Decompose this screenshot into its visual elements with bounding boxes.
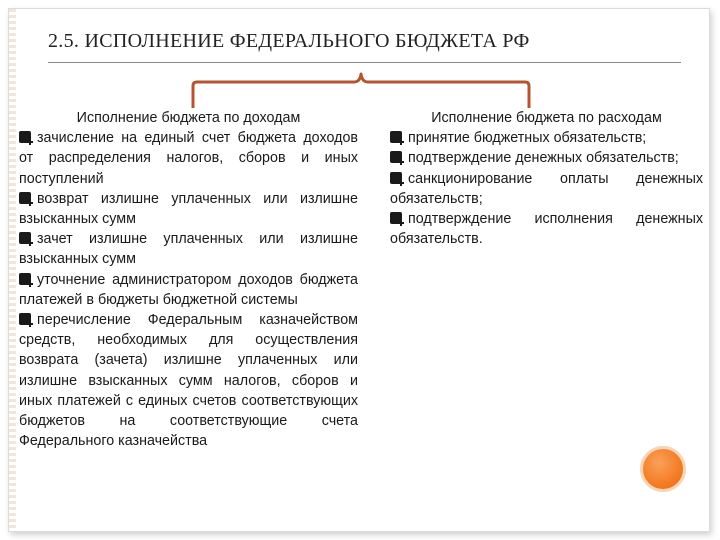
list-item: зачет излишне уплаченных или излишне взысканных сумм — [19, 231, 358, 268]
expenditure-column — [390, 108, 703, 249]
checkbox-bullet-icon — [390, 131, 402, 143]
revenue-column — [19, 108, 358, 451]
checkbox-bullet-icon — [390, 212, 402, 224]
checkbox-bullet-icon — [390, 172, 402, 184]
list-item: уточнение администратором доходов бюджета платежей в бюджеты бюджетной системы — [19, 271, 358, 308]
checkbox-bullet-icon — [19, 273, 31, 285]
orange-circle-decoration — [640, 446, 686, 492]
list-item: подтверждение денежных обязательств; — [390, 148, 703, 168]
checkbox-bullet-icon — [390, 151, 402, 163]
list-item: возврат излишне уплаченных или излишне взысканных сумм — [19, 190, 358, 228]
slide-title: 2.5. ИСПОЛНЕНИЕ ФЕДЕРАЛЬНОГО БЮДЖЕТА РФ — [48, 30, 530, 52]
checkbox-bullet-icon — [19, 131, 31, 143]
checkbox-bullet-icon — [19, 192, 31, 204]
list-item: зачисление на единый счет бюджета доходов от распределения налогов, сборов и иных поступлений — [19, 130, 358, 187]
revenue-heading: Исполнение бюджета по доходам — [76, 110, 301, 126]
checkbox-bullet-icon — [19, 232, 31, 244]
list-item: принятие бюджетных обязательств; — [390, 128, 703, 148]
list-item: подтверждение исполнения денежных обязательств. — [390, 211, 703, 248]
list-item: санкционирование оплаты денежных обязательств; — [390, 170, 703, 207]
expenditure-heading: Исполнение бюджета по расходам — [431, 110, 662, 126]
checkbox-bullet-icon — [19, 313, 31, 325]
bracket-connector — [0, 0, 720, 120]
list-item: перечисление Федеральным казначейством средств, необходимых для осуществления возврата (зачета) излишне уплаченных или излишне взысканных сумм налогов, сборов и иных платежей с единых счетов соответствующих бюджетов на соответствующие счета Федерального казначейства — [19, 312, 358, 450]
